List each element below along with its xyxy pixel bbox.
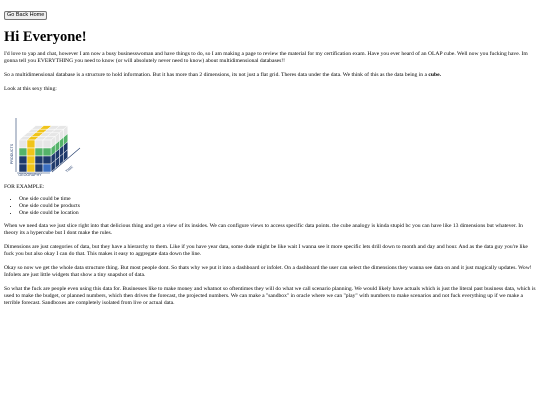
cube-cell: [19, 164, 27, 172]
dashboard-paragraph: Okay so now we get the whole data structure thing. But most people dont. So thats why we put it into a dashboard or infolet. On a dashboard the user can select the dimensions they wanna see data on and it just magically updates. Wow! Infolets are just little widgets that show a tiny snapshot of data.: [4, 265, 532, 278]
cube-cell: [43, 148, 51, 156]
cube-cell: [19, 140, 27, 148]
cube-cell: [43, 164, 51, 172]
cube-cell: [43, 140, 51, 148]
cube-cell: [35, 140, 43, 148]
dimensions-paragraph: Dimensions are just categories of data, but they have a hierarchy to them. Like if you have year data, some dude might be like wait I wanna see it more specific lets drill down to month and day and hour. And as the data guy you're like fuck you but also okay I can do that. This makes it easy to aggregate data down the line.: [4, 244, 528, 257]
cube-cell: [19, 148, 27, 156]
page-title: Hi Everyone!: [4, 29, 87, 45]
cube-definition-paragraph: [4, 72, 536, 79]
example-heading: FOR EXAMPLE:: [4, 184, 45, 190]
cube-word: cube.: [428, 72, 441, 78]
cube-cell: [43, 156, 51, 164]
cube-cell: [35, 156, 43, 164]
cube-definition-text: So a multidimensional database is a structure to hold information. But it has more than 2 dimensions, its not just a flat grid. Theres data under the data. We think of this as the data being in a: [4, 72, 429, 78]
olap-cube-graphic: [8, 100, 84, 178]
cube-cell: [19, 156, 27, 164]
scenario-planning-paragraph: So what the fuck are people even using this data for. Businesses like to make money and whatnot so oftentimes they will do what we call scenario planning. We would likely have actuals which is just the literal past business data, which is used to make the budget, or planned numbers, which then drives the forecast, the projected numbers. We can make a "sandbox" in oracle where we can "play" with numbers to make scenarios and not fuck everything up if we make a terrible forecast. Sandboxes are completely isolated from live or actual data.: [4, 286, 536, 306]
olap-cube-image: [8, 100, 84, 178]
geography-axis-label: GEOGRAPHY: [18, 173, 42, 177]
list-item: • One side could be location: [19, 210, 536, 217]
cube-cell: [27, 164, 35, 172]
example-list: [4, 196, 536, 217]
cube-cell: [35, 148, 43, 156]
look-caption: Look at this sexy thing:: [4, 86, 57, 92]
products-axis-label: PRODUCTS: [10, 143, 14, 165]
cube-cell: [35, 164, 43, 172]
time-axis-label: TIME: [64, 164, 74, 174]
list-item: • One side could be products: [19, 203, 536, 210]
cube-cell: [27, 156, 35, 164]
cube-cell: [27, 148, 35, 156]
list-item: • One side could be time: [19, 196, 536, 203]
slicing-paragraph: When we need data we just slice right into that delicious thing and get a view of its insides. We can configure views to access specific data points. the cube analogy is kinda stupid bc you can have like 13 dimensions but whatever. In theory its a hypercube but I dont make the rules.: [4, 223, 523, 236]
intro-paragraph: I'd love to yap and chat, however I am now a busy businesswoman and have things to do, so I am making a page to review the material for my certification exam. Have you ever heard of an OLAP cube. Well now you fucking have. Im gonna tell you EVERYTHING you need to know (or will absolutely never need to know) about multidimensional databases!!: [4, 51, 528, 64]
cube-cell: [27, 140, 35, 148]
go-back-home-button[interactable]: Go Back Home: [4, 11, 47, 20]
